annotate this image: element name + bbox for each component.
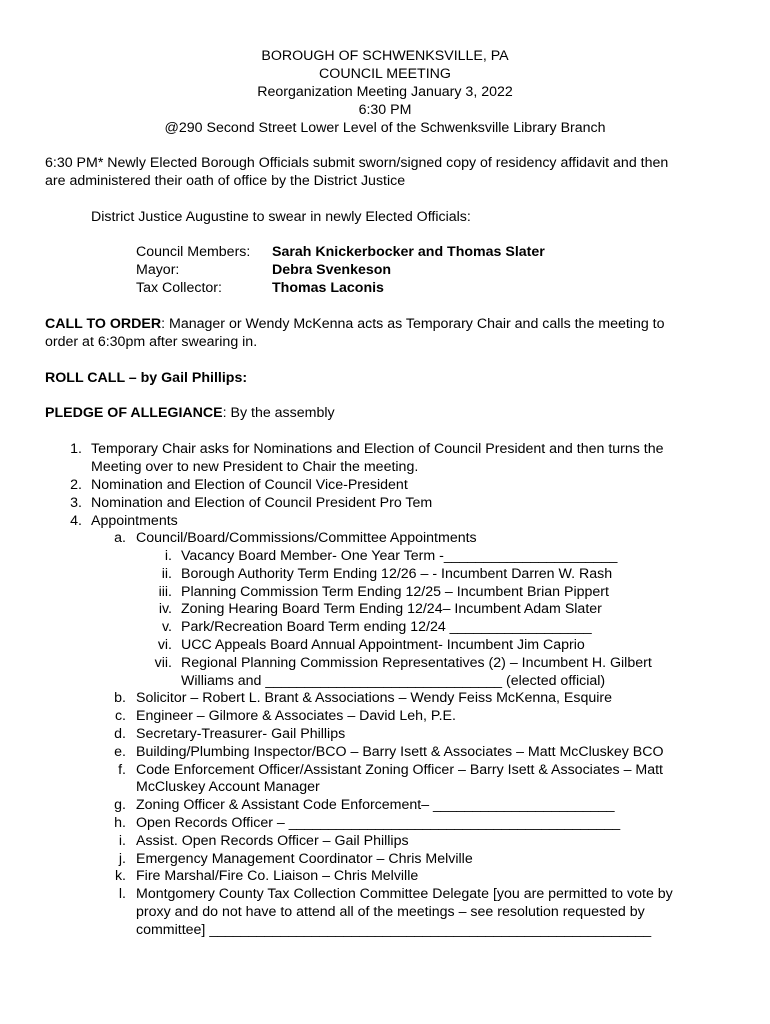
list-item: Nomination and Election of Council Vice-President	[91, 477, 408, 493]
sub-letter: a.	[114, 530, 126, 546]
list-number: 1.	[70, 441, 82, 457]
sub-letter: h.	[114, 815, 126, 831]
roman-item: Regional Planning Commission Representatives (2) – Incumbent H. Gilbert	[181, 655, 652, 671]
roman-number: vi.	[157, 637, 172, 653]
sub-letter: l.	[118, 886, 126, 902]
pledge-text: : By the assembly	[222, 405, 335, 421]
roman-item: Planning Commission Term Ending 12/25 – Incumbent Brian Pippert	[181, 584, 609, 600]
list-number: 3.	[70, 495, 82, 511]
roman-item: Park/Recreation Board Term ending 12/24 __________________	[181, 619, 592, 635]
call-to-order	[45, 315, 665, 333]
sub-letter: k.	[114, 868, 126, 884]
sub-item: Open Records Officer – __________________________________________	[136, 815, 621, 831]
official-name: Thomas Laconis	[272, 280, 384, 296]
sub-item: Assist. Open Records Officer – Gail Phillips	[136, 833, 409, 849]
roman-item-continued: Williams and ______________________________ (elected official)	[181, 673, 606, 689]
sub-item-continued: committee] ________________________________________________________	[136, 922, 652, 938]
sub-item: Solicitor – Robert L. Brant & Associations – Wendy Feiss McKenna, Esquire	[136, 690, 613, 706]
sub-item: Council/Board/Commissions/Committee Appointments	[136, 530, 477, 546]
call-to-order-label: CALL TO ORDER	[45, 316, 162, 332]
sub-item: Building/Plumbing Inspector/BCO – Barry Isett & Associates – Matt McCluskey BCO	[136, 744, 664, 760]
list-item: Appointments	[91, 513, 178, 529]
roman-item: Vacancy Board Member- One Year Term -______________________	[181, 548, 618, 564]
header-borough: BOROUGH OF SCHWENKSVILLE, PA	[261, 48, 509, 64]
roman-number: i.	[164, 548, 172, 564]
roman-item: Zoning Hearing Board Term Ending 12/24– Incumbent Adam Slater	[181, 601, 602, 617]
header-time: 6:30 PM	[358, 102, 412, 118]
call-to-order-line-2: order at 6:30pm after swearing in.	[45, 334, 258, 350]
roman-number: iii.	[158, 584, 172, 600]
list-item-continued: Meeting over to new President to Chair the meeting.	[91, 459, 419, 475]
intro-line-2: are administered their oath of office by the District Justice	[45, 173, 406, 189]
roman-item: Borough Authority Term Ending 12/26 – - Incumbent Darren W. Rash	[181, 566, 613, 582]
sub-letter: d.	[114, 726, 126, 742]
sub-item: Montgomery County Tax Collection Committee Delegate [you are permitted to vote by	[136, 886, 673, 902]
header-meeting: COUNCIL MEETING	[319, 66, 451, 82]
list-item: Temporary Chair asks for Nominations and Election of Council President and then turns the	[91, 441, 664, 457]
roman-number: ii.	[161, 566, 172, 582]
roll-call: ROLL CALL – by Gail Phillips:	[45, 370, 248, 386]
official-role: Council Members:	[136, 244, 251, 260]
roman-number: vii.	[154, 655, 172, 671]
pledge-label: PLEDGE OF ALLEGIANCE	[45, 405, 223, 421]
sub-letter: b.	[114, 690, 126, 706]
sub-letter: i.	[118, 833, 126, 849]
sub-item: Secretary-Treasurer- Gail Phillips	[136, 726, 346, 742]
sub-letter: g.	[114, 797, 126, 813]
list-number: 2.	[70, 477, 82, 493]
pledge	[45, 404, 335, 422]
intro-line-1: 6:30 PM* Newly Elected Borough Officials submit sworn/signed copy of residency affidavit and then	[45, 155, 669, 171]
sub-item: Code Enforcement Officer/Assistant Zoning Officer – Barry Isett & Associates – Matt	[136, 762, 664, 778]
sub-item: Zoning Officer & Assistant Code Enforcement– _______________________	[136, 797, 615, 813]
sub-item: Emergency Management Coordinator – Chris Melville	[136, 851, 473, 867]
official-role: Tax Collector:	[136, 280, 222, 296]
sub-item-continued: proxy and do not have to attend all of the meetings – see resolution requested by	[136, 904, 645, 920]
roman-number: v.	[162, 619, 172, 635]
sub-item: Fire Marshal/Fire Co. Liaison – Chris Melville	[136, 868, 419, 884]
call-to-order-text: : Manager or Wendy McKenna acts as Temporary Chair and calls the meeting to	[161, 316, 665, 332]
list-number: 4.	[70, 513, 82, 529]
roman-item: UCC Appeals Board Annual Appointment- Incumbent Jim Caprio	[181, 637, 585, 653]
official-name: Debra Svenkeson	[272, 262, 392, 278]
official-name: Sarah Knickerbocker and Thomas Slater	[272, 244, 545, 260]
swear-in-text: District Justice Augustine to swear in newly Elected Officials:	[91, 209, 471, 225]
sub-item-continued: McCluskey Account Manager	[136, 779, 320, 795]
roman-number: iv.	[158, 601, 172, 617]
header-date: Reorganization Meeting January 3, 2022	[257, 84, 513, 100]
sub-letter: f.	[118, 762, 126, 778]
document-header	[0, 47, 770, 137]
header-location: @290 Second Street Lower Level of the Schwenksville Library Branch	[164, 120, 606, 136]
sub-letter: c.	[114, 708, 126, 724]
official-role: Mayor:	[136, 262, 180, 278]
sub-letter: j.	[118, 851, 126, 867]
sub-letter: e.	[114, 744, 126, 760]
sub-item: Engineer – Gilmore & Associates – David Leh, P.E.	[136, 708, 456, 724]
list-item: Nomination and Election of Council President Pro Tem	[91, 495, 433, 511]
